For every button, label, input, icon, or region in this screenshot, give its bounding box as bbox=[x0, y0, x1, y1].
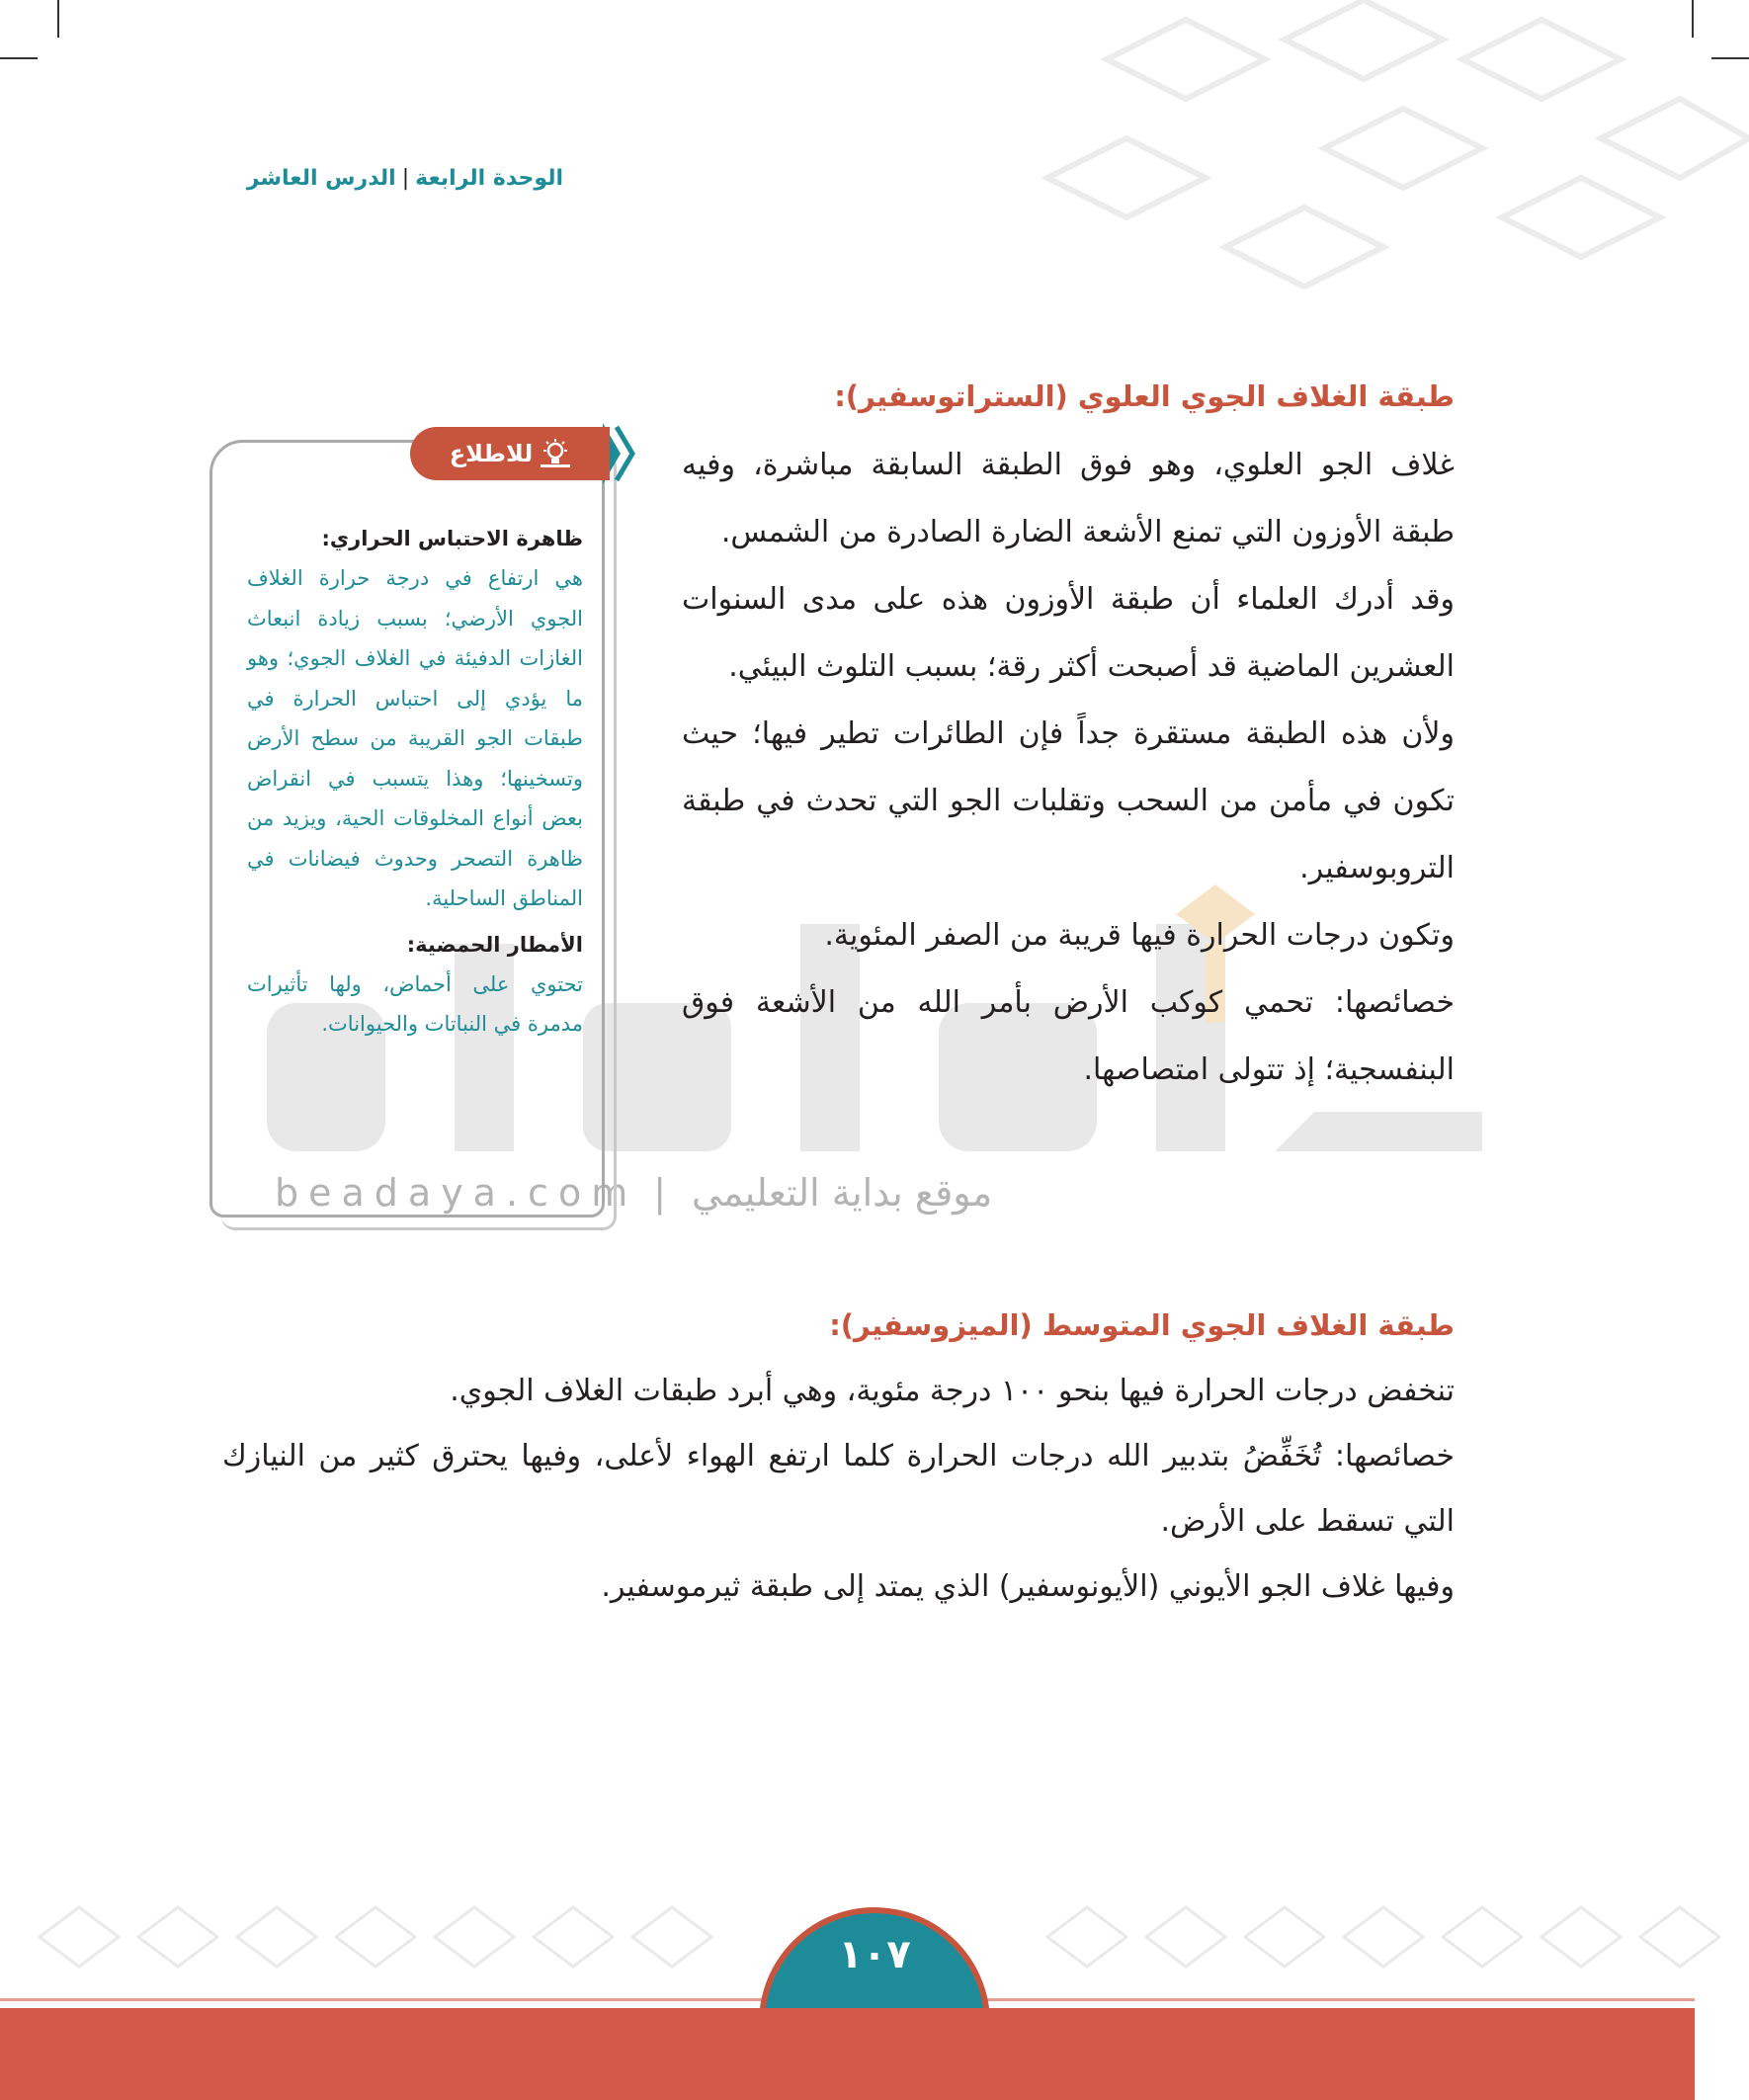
info-tag-label: للاطلاع bbox=[449, 440, 534, 467]
mesosphere-properties: خصائصها: تُخَفِّضُ بتدبير الله درجات الحرارة كلما ارتفع الهواء لأعلى، وفيها يحترق كثير من النيازك التي تسقط على الأرض. bbox=[222, 1439, 1455, 1539]
footer-bar bbox=[0, 2008, 1695, 2100]
stratosphere-paragraph-4: وتكون درجات الحرارة فيها قريبة من الصفر المئوية. bbox=[824, 918, 1455, 953]
acid-rain-text: تحتوي على أحماض، ولها تأثيرات مدمرة في النباتات والحيوانات. bbox=[247, 971, 583, 1036]
stratosphere-paragraph-2: وقد أدرك العلماء أن طبقة الأوزون هذه على مدى السنوات العشرين الماضية قد أصبحت أكثر رقة؛ بسبب التلوث البيئي. bbox=[682, 582, 1455, 684]
unit-label: الوحدة الرابعة bbox=[415, 166, 563, 191]
page-number: ١٠٧ bbox=[838, 1932, 911, 1977]
mesosphere-paragraph-1: تنخفض درجات الحرارة فيها بنحو ١٠٠ درجة مئوية، وهي أبرد طبقات الغلاف الجوي. bbox=[450, 1374, 1455, 1408]
acid-rain-title: الأمطار الحمضية: bbox=[406, 932, 583, 957]
lesson-label: الدرس العاشر bbox=[246, 166, 396, 191]
header-separator: | bbox=[401, 166, 410, 191]
crop-mark bbox=[0, 57, 38, 59]
mesosphere-section bbox=[222, 1300, 1455, 1620]
mesosphere-title: طبقة الغلاف الجوي المتوسط (الميزوسفير): bbox=[829, 1308, 1455, 1342]
stratosphere-title: طبقة الغلاف الجوي العلوي (الستراتوسفير): bbox=[834, 379, 1455, 413]
stratosphere-section bbox=[682, 371, 1455, 1104]
crop-mark bbox=[57, 0, 59, 38]
greenhouse-text: هي ارتفاع في درجة حرارة الغلاف الجوي الأرضي؛ بسبب زيادة انبعاث الغازات الدفيئة في الغلاف الجوي؛ وهو ما يؤدي إلى احتباس الحرارة في طبقات الجو القريبة من سطح الأرض وتسخينها؛ وهذا يتسبب في انقراض بعض أنواع المخلوقات الحية، ويزيد من ظاهرة التصحر وحدوث فيضانات في المناطق الساحلية. bbox=[247, 566, 583, 910]
sidebar-content bbox=[247, 519, 583, 1050]
info-tag bbox=[410, 427, 610, 480]
watermark-separator: | bbox=[653, 1171, 677, 1215]
greenhouse-title: ظاهرة الاحتباس الحراري: bbox=[321, 527, 583, 550]
lightbulb-icon bbox=[541, 439, 570, 468]
mesosphere-paragraph-3: وفيها غلاف الجو الأيوني (الأيونوسفير) الذي يمتد إلى طبقة ثيرموسفير. bbox=[601, 1569, 1455, 1604]
background-pattern bbox=[988, 0, 1749, 296]
page-header bbox=[247, 166, 563, 191]
stratosphere-paragraph-3: ولأن هذه الطبقة مستقرة جداً فإن الطائرات تطير فيها؛ حيث تكون في مأمن من السحب وتقلبات الجو التي تحدث في طبقة التروبوسفير. bbox=[682, 716, 1455, 885]
stratosphere-paragraph-1: غلاف الجو العلوي، وهو فوق الطبقة السابقة مباشرة، وفيه طبقة الأوزون التي تمنع الأشعة الضارة الصادرة من الشمس. bbox=[682, 448, 1455, 549]
watermark-latin: beadaya.com bbox=[275, 1171, 638, 1215]
stratosphere-properties: خصائصها: تحمي كوكب الأرض بأمر الله من الأشعة فوق البنفسجية؛ إذ تتولى امتصاصها. bbox=[682, 985, 1455, 1087]
watermark-arabic: موقع بداية التعليمي bbox=[692, 1171, 993, 1215]
